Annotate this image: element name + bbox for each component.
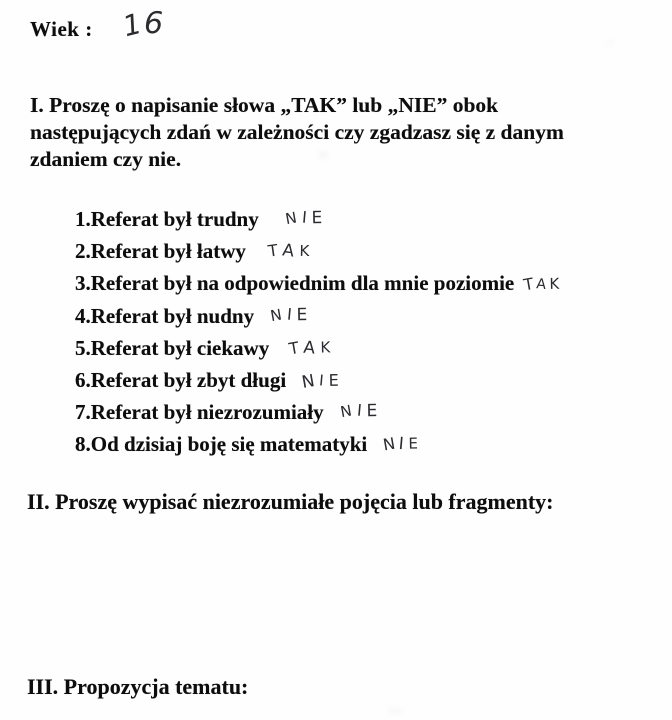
statement-row xyxy=(75,236,658,268)
section2-heading: II. Proszę wypisać niezrozumiałe pojęcia lub fragmenty: xyxy=(27,489,554,514)
scan-artifact xyxy=(388,708,402,714)
statement-list xyxy=(30,204,658,461)
age-value-handwritten: 16 xyxy=(119,5,166,44)
section1-heading-line1: I. Proszę o napisanie słowa „TAK” lub „NIE” obok xyxy=(30,93,499,117)
handwritten-answer: NIE xyxy=(338,400,383,421)
handwritten-answer: TAK xyxy=(287,336,336,359)
scan-artifact xyxy=(606,40,614,45)
section1-heading-line3: zdaniem czy nie. xyxy=(30,147,182,171)
statement-text: 4.Referat był nudny xyxy=(75,304,255,328)
handwritten-answer: NIE xyxy=(381,432,422,455)
section1-heading-line2: następujących zdań w zależności czy zgadzasz się z danym xyxy=(30,120,564,144)
statement-text: 8.Od dzisiaj boję się matematyki xyxy=(75,432,368,456)
section3-heading: III. Propozycja tematu: xyxy=(27,674,249,699)
statement-row xyxy=(75,365,658,397)
statement-row xyxy=(75,429,658,461)
statement-text: 6.Referat był zbyt długi xyxy=(75,368,287,392)
age-row xyxy=(30,5,658,58)
statement-row xyxy=(75,301,658,333)
handwritten-answer: NIE xyxy=(283,207,328,228)
statement-row xyxy=(75,397,658,429)
statement-text: 1.Referat był trudny xyxy=(75,207,259,231)
statement-row xyxy=(75,333,658,365)
handwritten-answer: TAK xyxy=(266,239,314,262)
statement-row xyxy=(75,268,658,301)
statement-row xyxy=(75,204,658,236)
statement-text: 5.Referat był ciekawy xyxy=(75,336,270,360)
statement-text: 2.Referat był łatwy xyxy=(75,239,246,263)
statement-text: 3.Referat był na odpowiednim dla mnie poziomie xyxy=(75,271,515,295)
section1-heading xyxy=(30,92,658,173)
handwritten-answer: TAK xyxy=(522,273,563,295)
handwritten-answer: NIE xyxy=(269,304,313,325)
statement-text: 7.Referat był niezrozumiały xyxy=(75,400,324,424)
scan-artifact xyxy=(318,152,328,158)
age-label: Wiek : xyxy=(30,17,93,41)
handwritten-answer: NIE xyxy=(300,369,345,393)
